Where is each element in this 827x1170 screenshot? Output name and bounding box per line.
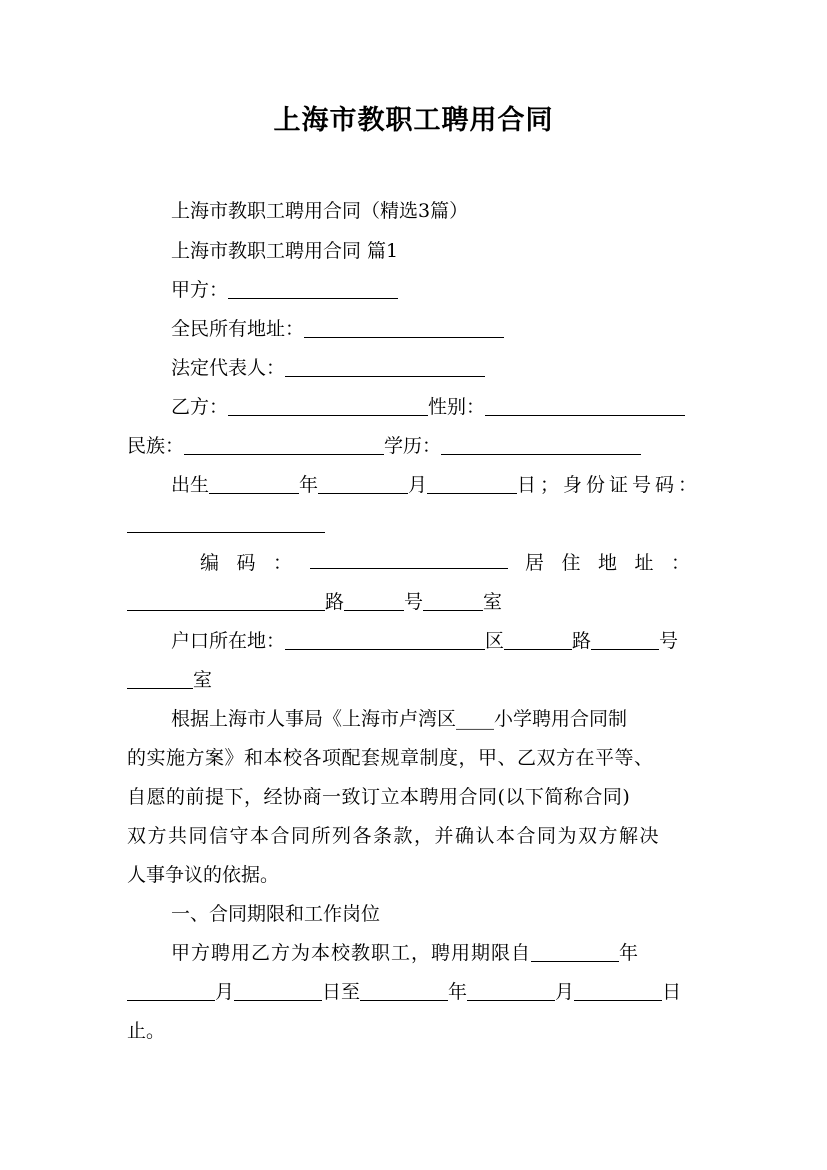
household-line (171, 628, 751, 654)
month-label: 月 (215, 981, 235, 1003)
postcode-char: 编 (200, 552, 220, 574)
legal-rep-label: 法定代表人： (171, 357, 286, 379)
document-title: 上海市教职工聘用合同 (273, 105, 554, 136)
household-room-line (127, 667, 707, 693)
postcode-char: 码 (236, 552, 256, 574)
term-start-year-blank[interactable] (531, 943, 619, 962)
paragraph-line: 双方共同信守本合同所列各条款，并确认本合同为双方解决 (127, 825, 661, 847)
room-label: 室 (483, 591, 503, 613)
postcode-line (200, 550, 690, 576)
paragraph-line: 根据上海市人事局《上海市卢湾区____小学聘用合同制 (171, 708, 628, 730)
id-number-label: 日；身份证号码： (517, 474, 702, 496)
household-blank[interactable] (285, 631, 485, 650)
paragraph-line: 自愿的前提下，经协商一致订立本聘用合同(以下简称合同) (127, 786, 631, 808)
room-label: 室 (193, 669, 213, 691)
residence-char: 居 (524, 552, 544, 574)
household-road-blank[interactable] (504, 631, 572, 650)
education-label: 学历： (384, 435, 442, 457)
term-text: 甲方聘用乙方为本校教职工，聘用期限自 (171, 942, 532, 964)
birth-month-blank[interactable] (318, 475, 408, 494)
postcode-blank[interactable] (310, 550, 508, 569)
number-blank[interactable] (423, 592, 483, 611)
paragraph-line: 的实施方案》和本校各项配套规章制度，甲、乙双方在平等、 (127, 747, 654, 769)
residence-blank[interactable] (127, 592, 325, 611)
section-title: 上海市教职工聘用合同 篇1 (171, 240, 399, 262)
residence-char: 址 (634, 552, 654, 574)
legal-rep-line (171, 355, 751, 381)
household-label: 户口所在地： (171, 630, 286, 652)
paragraph-line: 人事争议的依据。 (127, 864, 280, 886)
subtitle: 上海市教职工聘用合同（精选3篇） (171, 200, 469, 222)
term-end-year-blank[interactable] (360, 982, 448, 1001)
gender-blank[interactable] (485, 397, 685, 416)
birth-year-blank[interactable] (209, 475, 299, 494)
number-label: 号 (659, 630, 679, 652)
term-start-day-blank[interactable] (234, 982, 322, 1001)
birth-line (171, 472, 717, 498)
term-end-line: 止。 (127, 1020, 166, 1042)
road-blank[interactable] (344, 592, 404, 611)
day-label: 日 (662, 981, 682, 1003)
address-blank[interactable] (304, 319, 504, 338)
id-number-blank[interactable] (127, 514, 325, 533)
residence-char: 地 (597, 552, 617, 574)
address-label: 全民所有地址： (171, 318, 305, 340)
household-room-blank[interactable] (127, 670, 193, 689)
gender-label: 性别： (428, 396, 486, 418)
ethnicity-blank[interactable] (184, 436, 384, 455)
birth-label: 出生 (171, 474, 210, 496)
residence-line (127, 589, 707, 615)
term-line (171, 940, 751, 966)
residence-char: 住 (561, 552, 581, 574)
year-label: 年 (619, 942, 640, 964)
id-number-line (127, 511, 707, 537)
term-start-month-blank[interactable] (127, 982, 215, 1001)
education-blank[interactable] (441, 436, 641, 455)
ethnicity-line (127, 433, 707, 459)
ethnicity-label: 民族： (127, 435, 185, 457)
day-to-label: 日至 (322, 981, 361, 1003)
party-a-line (171, 277, 751, 303)
household-number-blank[interactable] (591, 631, 659, 650)
party-a-blank[interactable] (228, 280, 398, 299)
section-heading: 一、合同期限和工作岗位 (171, 903, 381, 925)
year-label: 年 (448, 981, 468, 1003)
postcode-char: ： (273, 552, 293, 574)
number-label: 号 (404, 591, 424, 613)
party-a-label: 甲方： (171, 279, 229, 301)
road-label: 路 (325, 591, 345, 613)
residence-char: ： (670, 552, 690, 574)
road-label: 路 (572, 630, 592, 652)
month-label: 月 (408, 474, 428, 496)
party-b-label: 乙方： (171, 396, 229, 418)
term-line (127, 979, 707, 1005)
month-label: 月 (555, 981, 575, 1003)
party-b-blank[interactable] (228, 397, 428, 416)
term-end-day-blank[interactable] (574, 982, 662, 1001)
district-label: 区 (485, 630, 505, 652)
legal-rep-blank[interactable] (285, 358, 485, 377)
year-label: 年 (299, 474, 319, 496)
term-end-month-blank[interactable] (467, 982, 555, 1001)
address-line (171, 316, 751, 342)
birth-day-blank[interactable] (427, 475, 517, 494)
party-b-line (171, 394, 751, 420)
